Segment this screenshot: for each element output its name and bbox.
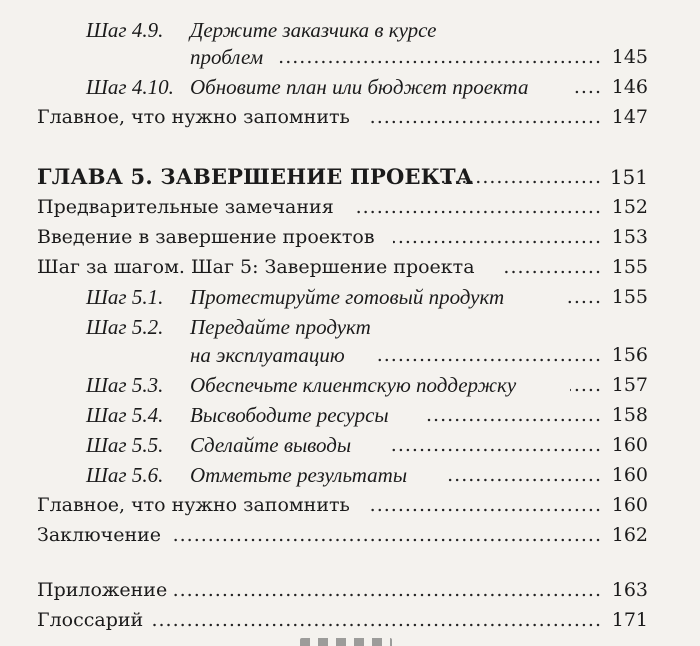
toc-entry-title: Сделайте выводы — [190, 433, 352, 457]
toc-entry-appendix — [0, 576, 700, 604]
toc-step-number: Шаг 5.6. — [86, 463, 164, 487]
toc-leader-dots — [570, 371, 602, 399]
toc-leader-dots — [172, 576, 602, 604]
toc-entry-summary-ch5 — [0, 491, 700, 519]
toc-leader-dots — [172, 521, 602, 549]
toc-leader-dots — [503, 253, 602, 281]
toc-entry-step-5-2-continuation — [0, 341, 700, 369]
toc-leader-dots — [424, 401, 602, 429]
toc-leader-dots — [447, 461, 602, 489]
toc-entry-title: Обеспечьте клиентскую поддержку — [190, 373, 517, 397]
toc-entry-title: Передайте продукт — [190, 315, 371, 339]
toc-entry-step-4-9-continuation — [0, 43, 700, 71]
toc-entry-title: Введение в завершение проектов — [37, 226, 375, 248]
toc-entry-summary-ch4 — [0, 103, 700, 131]
toc-page-number: 171 — [611, 609, 648, 631]
toc-leader-dots — [566, 283, 602, 311]
toc-step-number: Шаг 5.4. — [86, 403, 164, 427]
toc-entry-title: Высвободите ресурсы — [190, 403, 389, 427]
toc-chapter-title: ГЛАВА 5. ЗАВЕРШЕНИЕ ПРОЕКТА — [37, 164, 474, 189]
toc-page-number: 156 — [611, 344, 648, 366]
cropped-text-fragment — [300, 638, 392, 646]
toc-entry-step-by-step — [0, 253, 700, 281]
toc-leader-dots — [277, 43, 602, 71]
toc-entry-step-4-10 — [0, 73, 700, 101]
toc-entry-title: Обновите план или бюджет проекта — [190, 75, 529, 99]
toc-step-number: Шаг 4.9. — [86, 18, 164, 42]
toc-entry-title: Протестируйте готовый продукт — [190, 285, 505, 309]
toc-leader-dots — [354, 193, 602, 221]
toc-page-number: 160 — [611, 434, 648, 456]
toc-leader-dots — [150, 606, 602, 634]
toc-leader-dots — [571, 73, 602, 101]
toc-leader-dots — [438, 163, 602, 191]
toc-leader-dots — [388, 431, 602, 459]
toc-entry-title: Глоссарий — [37, 609, 144, 631]
toc-page-number: 155 — [611, 286, 648, 308]
toc-entry-step-5-2 — [0, 313, 700, 341]
toc-page-number: 157 — [611, 374, 648, 396]
toc-entry-step-5-6 — [0, 461, 700, 489]
toc-leader-dots — [368, 491, 602, 519]
toc-step-number: Шаг 5.1. — [86, 285, 164, 309]
toc-page-number: 147 — [611, 106, 648, 128]
toc-page-number: 155 — [611, 256, 648, 278]
toc-entry-title: Предварительные замечания — [37, 196, 334, 218]
toc-entry-title: Шаг за шагом. Шаг 5: Завершение проекта — [37, 256, 475, 278]
toc-entry-title: Приложение — [37, 579, 168, 601]
toc-page-number: 160 — [611, 464, 648, 486]
toc-page-number: 158 — [611, 404, 648, 426]
toc-page-number: 163 — [611, 579, 648, 601]
toc-entry-title: Главное, что нужно запомнить — [37, 494, 350, 516]
toc-entry-title: Заключение — [37, 524, 162, 546]
toc-page-number: 160 — [611, 494, 648, 516]
toc-entry-title: Держите заказчика в курсе — [190, 18, 437, 42]
toc-entry-introduction — [0, 223, 700, 251]
toc-step-number: Шаг 5.5. — [86, 433, 164, 457]
toc-entry-title-continuation: на эксплуатацию — [190, 343, 345, 367]
toc-entry-title: Отметьте результаты — [190, 463, 408, 487]
toc-entry-title-continuation: проблем — [190, 45, 264, 69]
toc-page-number: 151 — [609, 165, 648, 189]
toc-entry-step-5-5 — [0, 431, 700, 459]
toc-step-number: Шаг 5.3. — [86, 373, 164, 397]
toc-entry-conclusion — [0, 521, 700, 549]
toc-leader-dots — [377, 341, 602, 369]
toc-step-number: Шаг 5.2. — [86, 315, 164, 339]
toc-page-number: 145 — [611, 46, 648, 68]
toc-step-number: Шаг 4.10. — [86, 75, 174, 99]
toc-page-number: 162 — [611, 524, 648, 546]
toc-entry-step-5-4 — [0, 401, 700, 429]
toc-entry-step-5-3 — [0, 371, 700, 399]
toc-entry-title: Главное, что нужно запомнить — [37, 106, 350, 128]
toc-entry-glossary — [0, 606, 700, 634]
toc-chapter-5 — [0, 163, 700, 191]
toc-leader-dots — [393, 223, 602, 251]
toc-entry-step-5-1 — [0, 283, 700, 311]
toc-page-number: 153 — [611, 226, 648, 248]
toc-page-number: 146 — [611, 76, 648, 98]
toc-entry-step-4-9 — [0, 16, 700, 44]
toc-leader-dots — [368, 103, 602, 131]
toc-page-number: 152 — [611, 196, 648, 218]
toc-entry-preliminary — [0, 193, 700, 221]
